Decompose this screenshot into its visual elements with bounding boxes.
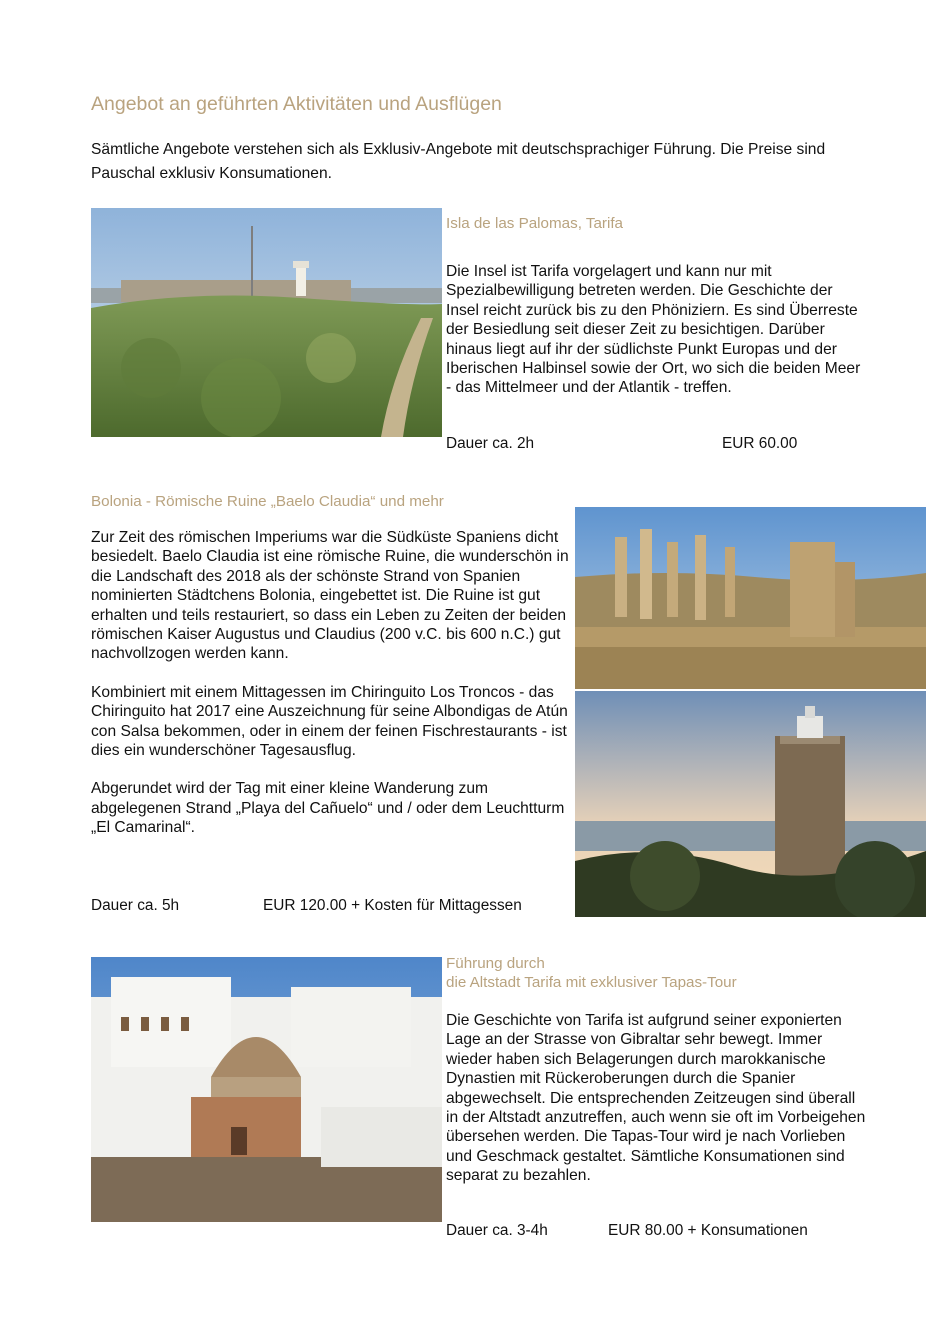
- bolonia-title: Bolonia - Römische Ruine „Baelo Claudia“ und mehr: [91, 493, 444, 510]
- isla-duration: Dauer ca. 2h: [446, 435, 535, 452]
- altstadt-price: EUR 80.00 + Konsumationen: [608, 1222, 808, 1239]
- isla-title: Isla de las Palomas, Tarifa: [446, 215, 623, 232]
- bolonia-duration: Dauer ca. 5h: [91, 897, 180, 914]
- isla-price: EUR 60.00: [722, 435, 798, 452]
- bolonia-paragraph-2: Kombiniert mit einem Mittagessen im Chiringuito Los Troncos - das Chiringuito hat 2017 eine Auszeichnung für seine Albondigas de Atún con Salsa bekommen, oder in einem der feinen Fischrestaurants - ist dies ein wunderschöner Tagesausflug.: [91, 683, 568, 760]
- page-title: Angebot an geführten Aktivitäten und Ausflügen: [91, 93, 502, 115]
- bolonia-paragraph-1: Zur Zeit des römischen Imperiums war die Südküste Spaniens dicht besiedelt. Baelo Claudia ist eine römische Ruine, die wunderschön in die Landschaft des 2018 als der schönste Strand von Spanien nominierten Städtchens Bolonia, eingebettet ist. Die Ruine ist gut erhalten und teils restauriert, so dass ein Leben zu Zeiten der beiden römischen Kaiser Augustus und Claudius (200 v.C. bis 600 n.C.) gut nachvollzogen werden kann.: [91, 529, 569, 663]
- baelo-claudia-photo: [575, 507, 926, 689]
- isla-photo: [91, 208, 442, 437]
- lighthouse-photo: [575, 691, 926, 917]
- bolonia-description: [91, 528, 569, 838]
- altstadt-title-line-2: die Altstadt Tarifa mit exklusiver Tapas-Tour: [446, 974, 737, 991]
- bolonia-paragraph-3: Abgerundet wird der Tag mit einer kleine Wanderung zum abgelegenen Strand „Playa del Cañuelo“ und / oder dem Leuchtturm „El Camarinal“.: [91, 780, 565, 837]
- isla-description: Die Insel ist Tarifa vorgelagert und kann nur mit Spezialbewilligung betreten werden. Die Geschichte der Insel reicht zurück bis zu den Phöniziern. Es sind Überreste der Besiedlung seit dieser Zeit zu besichtigen. Darüber hinaus liegt auf ihr der südlichste Punkt Europas und der Iberischen Halbinsel sowie der Ort, wo sich die beiden Meer - das Mittelmeer und der Atlantik - treffen.: [446, 263, 861, 397]
- altstadt-duration: Dauer ca. 3-4h: [446, 1222, 548, 1239]
- altstadt-title-line-1: Führung durch: [446, 955, 545, 972]
- bolonia-price: EUR 120.00 + Kosten für Mittagessen: [263, 897, 522, 914]
- tarifa-altstadt-photo: [91, 957, 442, 1222]
- intro-text: Sämtliche Angebote verstehen sich als Exklusiv-Angebote mit deutschsprachiger Führung. Die Preise sind Pauschal exklusiv Konsumationen.: [91, 141, 826, 182]
- altstadt-description: Die Geschichte von Tarifa ist aufgrund seiner exponierten Lage an der Strasse von Gibraltar sehr bewegt. Immer wieder haben sich Belagerungen durch marokkanische Dynastien mit Rückeroberungen durch die Spanier abgewechselt. Die entsprechenden Zeitzeugen sind überall in der Altstadt anzutreffen, auch wenn sie oft im Vorbeigehen übersehen werden. Die Tapas-Tour wird je nach Vorlieben und Geschmack gestaltet. Sämtliche Konsumationen sind separat zu bezahlen.: [446, 1012, 866, 1185]
